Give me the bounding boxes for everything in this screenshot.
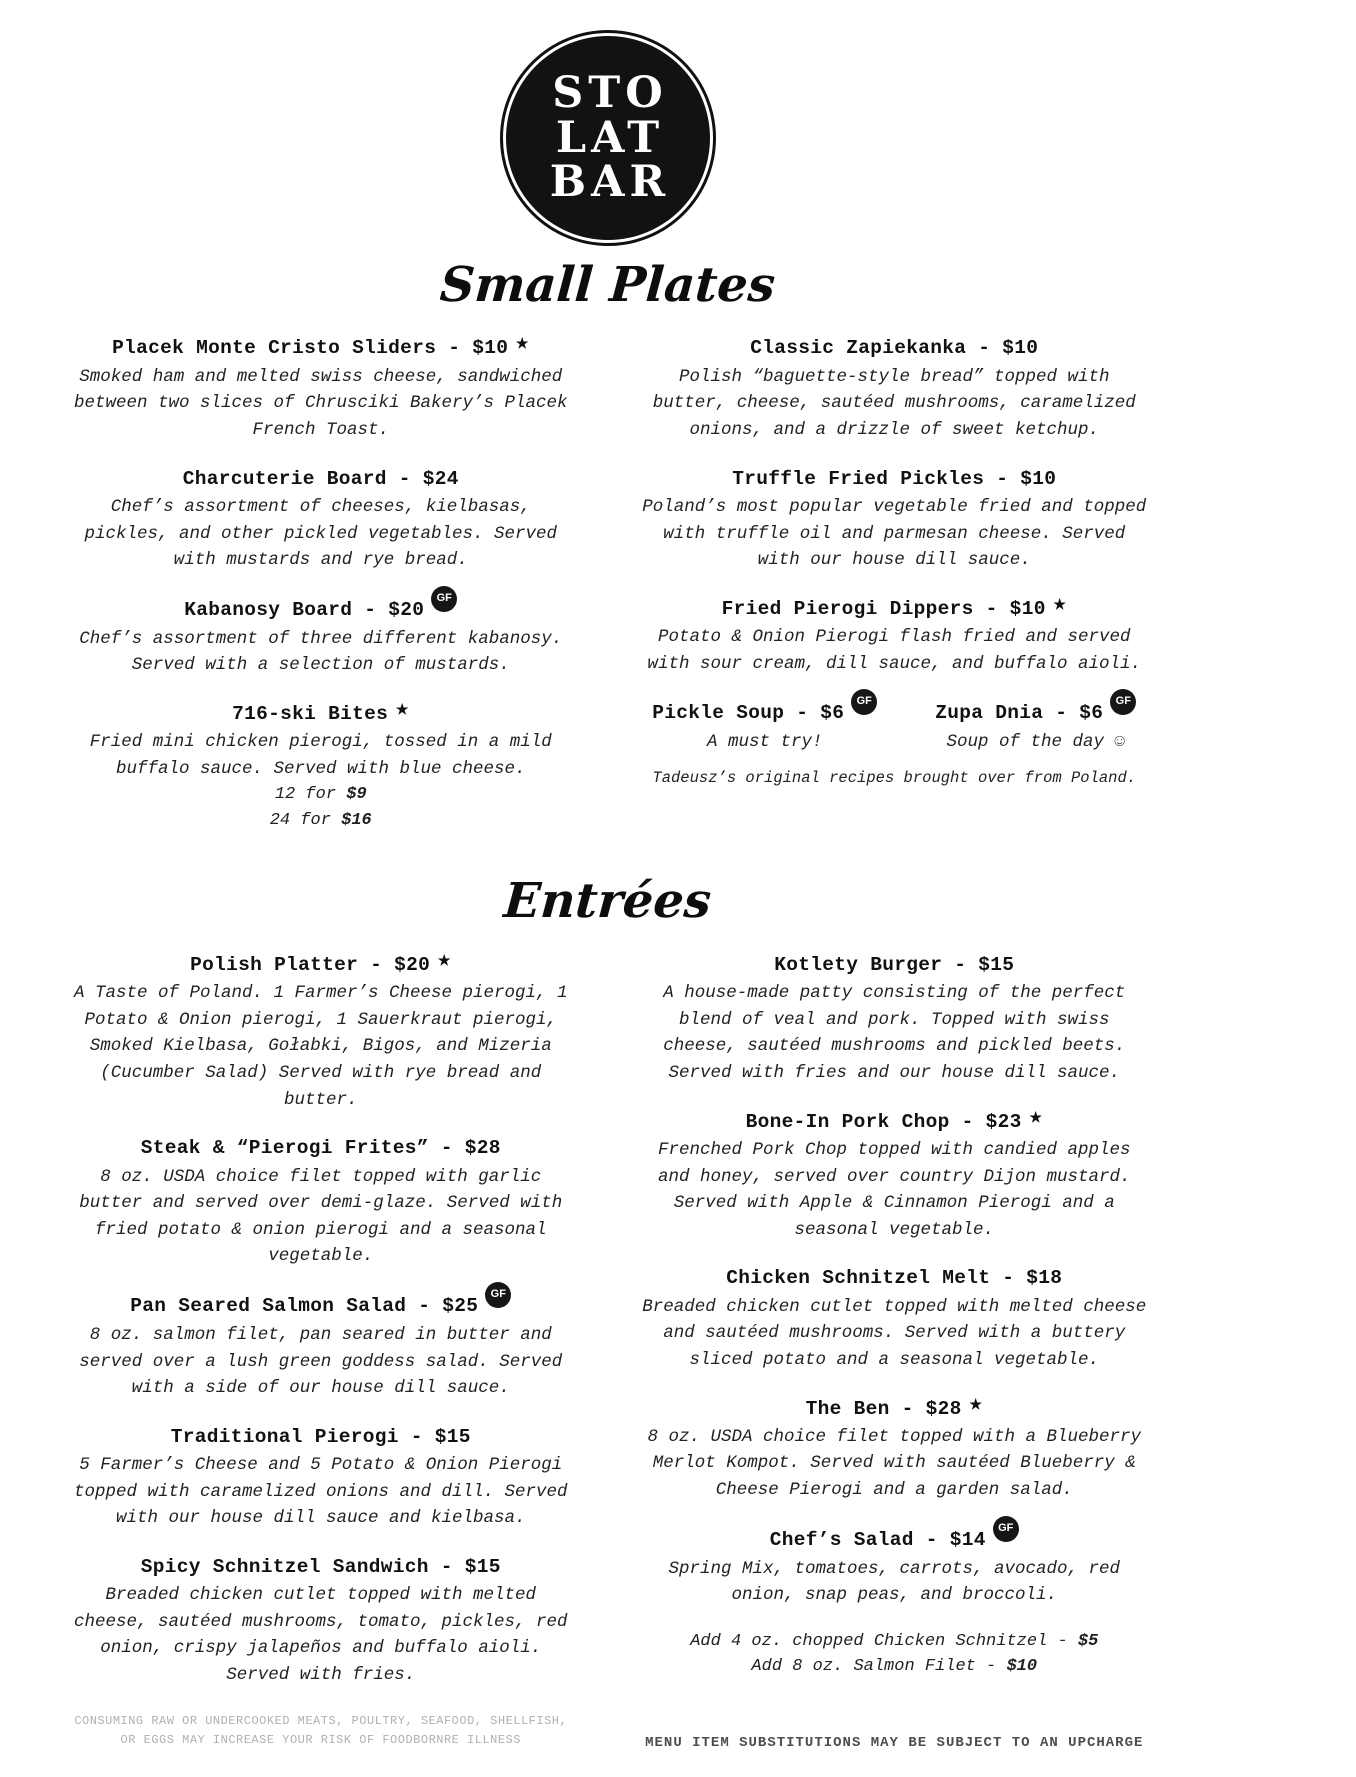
item-description: Poland’s most popular vegetable fried and topped with truffle oil and parmesan cheese. Served with our house dill sauce. — [642, 496, 1147, 571]
small-plates-left-column — [65, 330, 577, 856]
item-title: Kotlety Burger - $15 — [774, 953, 1015, 976]
menu-item — [65, 591, 577, 679]
section-small-plates — [65, 257, 1150, 856]
raw-food-disclaimer: CONSUMING RAW OR UNDERCOOKED MEATS, POULTRY, SEAFOOD, SHELLFISH, OR EGGS MAY INCREASE YOUR RISK OF FOODBORNRE ILLNESS — [74, 1713, 568, 1748]
item-description: 8 oz. USDA choice filet topped with garlic butter and served over demi-glaze. Served with fried potato & onion pierogi and a seasonal vegetable. — [79, 1166, 563, 1267]
item-description: Chef’s assortment of cheeses, kielbasas, pickles, and other pickled vegetables. Served with mustards and rye bread. — [84, 496, 558, 571]
item-name-line — [639, 953, 1151, 977]
extra-price: $5 — [1077, 1631, 1099, 1651]
item-name-line — [65, 1288, 577, 1319]
item-name-line — [639, 1103, 1151, 1134]
logo-wrap — [65, 30, 1150, 246]
gf-badge — [993, 1516, 1019, 1542]
item-title: Fried Pierogi Dippers - $10 — [721, 597, 1046, 620]
item-name-line — [65, 1136, 577, 1160]
item-name-line — [639, 1266, 1151, 1290]
item-description: Soup of the day ☺ — [946, 732, 1126, 753]
item-name-line — [65, 946, 577, 977]
menu-item — [65, 946, 577, 1113]
item-extras — [639, 1629, 1151, 1680]
item-name-line — [639, 336, 1151, 360]
small-plates-columns — [65, 330, 1150, 856]
logo-line: BAR — [549, 157, 671, 208]
item-description: 8 oz. USDA choice filet topped with a Blueberry Merlot Kompot. Served with sautéed Blueberry & Cheese Pierogi and a garden salad. — [647, 1426, 1142, 1501]
gf-badge-label: GF — [436, 591, 452, 604]
item-title: Bone-In Pork Chop - $23 — [745, 1110, 1022, 1133]
extra-text: Add 4 oz. chopped Chicken Schnitzel - — [690, 1631, 1078, 1651]
menu-item — [65, 1288, 577, 1402]
item-description: 5 Farmer’s Cheese and 5 Potato & Onion Pierogi topped with caramelized onions and dill. Served with our house dill sauce and kielbasa. — [73, 1455, 568, 1529]
gf-badge-label: GF — [490, 1288, 506, 1301]
item-description: Spring Mix, tomatoes, carrots, avocado, red onion, snap peas, and broccoli. — [668, 1558, 1121, 1606]
menu-item — [65, 330, 577, 443]
entrees-columns — [65, 946, 1150, 1712]
menu-item — [65, 467, 577, 574]
small-plates-right-column — [639, 336, 1151, 856]
item-extra — [65, 782, 577, 808]
item-name-line — [65, 330, 577, 360]
menu-item — [639, 1266, 1151, 1373]
item-title: Chef’s Salad - $14 — [769, 1528, 986, 1551]
item-title: The Ben - $28 — [805, 1397, 962, 1420]
gf-badge-label: GF — [1115, 695, 1131, 708]
menu-item — [65, 1136, 577, 1270]
item-description: Breaded chicken cutlet topped with melted cheese, sautéed mushrooms, tomato, pickles, red onion, crispy jalapeños and buffalo aioli. Served with fries. — [73, 1585, 568, 1686]
column-note: Tadeusz’s original recipes brought over from Poland. — [652, 768, 1137, 787]
item-extras — [65, 782, 577, 833]
item-name-line — [639, 467, 1151, 491]
menu-footer — [0, 1712, 1356, 1777]
item-extra — [639, 1654, 1151, 1680]
section-title-entrees: Entrées — [502, 873, 713, 930]
menu-item — [652, 695, 877, 756]
logo-line: LAT — [555, 112, 665, 163]
extra-text: Add 8 oz. Salmon Filet - — [751, 1657, 1007, 1677]
star-icon: ★ — [395, 695, 410, 722]
star-icon: ★ — [1052, 590, 1067, 617]
star-icon: ★ — [968, 1390, 983, 1417]
item-name-line — [65, 695, 577, 726]
item-title: Pickle Soup - $6 — [652, 702, 845, 725]
extra-price: $10 — [1006, 1657, 1038, 1677]
item-title: Kabanosy Board - $20 — [184, 598, 425, 621]
item-name-line — [65, 1555, 577, 1579]
extra-text: 12 for — [274, 785, 347, 805]
extra-price: $16 — [341, 810, 372, 830]
item-name-line — [65, 467, 577, 491]
menu-item — [65, 1555, 577, 1689]
item-title: Placek Monte Cristo Sliders - $10 — [112, 337, 509, 360]
entrees-left-column — [65, 946, 577, 1712]
menu-item — [639, 336, 1151, 443]
item-title: Steak & “Pierogi Frites” - $28 — [140, 1137, 501, 1160]
menu-item-pair — [639, 695, 1151, 789]
item-title: Polish Platter - $20 — [190, 953, 431, 976]
item-description: Chef’s assortment of three different kabanosy. Served with a selection of mustards. — [79, 628, 563, 676]
item-name-line — [65, 591, 577, 623]
star-icon: ★ — [1028, 1103, 1043, 1130]
menu-item — [65, 1425, 577, 1532]
menu-item — [639, 590, 1151, 678]
gf-badge — [485, 1282, 511, 1308]
menu-item — [65, 695, 577, 834]
menu-item — [639, 1521, 1151, 1680]
logo-disc — [506, 36, 710, 240]
item-description: Potato & Onion Pierogi flash fried and served with sour cream, dill sauce, and buffalo aioli. — [647, 627, 1142, 674]
pair-row — [639, 695, 1151, 756]
logo-line: STO — [552, 67, 668, 118]
menu-item — [639, 953, 1151, 1087]
gf-badge — [851, 689, 877, 715]
menu-item — [639, 467, 1151, 574]
item-name-line — [639, 1521, 1151, 1553]
gf-badge — [1110, 689, 1136, 715]
item-extra — [65, 808, 577, 834]
star-icon: ★ — [515, 330, 530, 357]
sto-lat-bar-logo — [500, 30, 716, 246]
item-title: 716-ski Bites — [232, 702, 389, 725]
entrees-right-column — [639, 953, 1151, 1712]
item-description: Breaded chicken cutlet topped with melted cheese and sautéed mushrooms. Served with a buttery sliced potato and a seasonal vegetable. — [642, 1296, 1147, 1370]
item-name-line — [639, 1390, 1151, 1421]
item-title: Traditional Pierogi - $15 — [170, 1425, 471, 1448]
extra-text: 24 for — [269, 810, 342, 830]
item-title: Classic Zapiekanka - $10 — [750, 337, 1039, 360]
item-title: Charcuterie Board - $24 — [182, 467, 459, 490]
menu-item — [639, 1103, 1151, 1244]
menu-item — [639, 1390, 1151, 1504]
item-extra — [639, 1629, 1151, 1655]
menu-item — [935, 695, 1136, 756]
item-description: 8 oz. salmon filet, pan seared in butter and served over a lush green goddess salad. Served with a side of our house dill sauce. — [79, 1324, 563, 1399]
item-description: A house-made patty consisting of the perfect blend of veal and pork. Topped with swiss cheese, sautéed mushrooms and pickled beets. Served with fries and our house dill sauce. — [663, 983, 1126, 1083]
item-title: Spicy Schnitzel Sandwich - $15 — [140, 1555, 501, 1578]
star-icon: ★ — [437, 946, 452, 973]
item-description: A must try! — [706, 732, 823, 753]
item-description: A Taste of Poland. 1 Farmer’s Cheese pierogi, 1 Potato & Onion pierogi, 1 Sauerkraut pierogi, Smoked Kielbasa, Gołabki, Bigos, and Mizeria (Cucumber Salad) Served with rye bread and butter. — [73, 983, 568, 1110]
item-name-line — [65, 1425, 577, 1449]
item-description: Fried mini chicken pierogi, tossed in a mild buffalo sauce. Served with blue cheese. — [89, 732, 552, 779]
item-name-line — [639, 590, 1151, 621]
item-name-line — [652, 695, 877, 726]
item-title: Pan Seared Salmon Salad - $25 — [130, 1295, 479, 1318]
item-description: Smoked ham and melted swiss cheese, sandwiched between two slices of Chrusciki Bakery’s Placek French Toast. — [73, 366, 568, 440]
item-title: Truffle Fried Pickles - $10 — [732, 467, 1057, 490]
item-name-line — [935, 695, 1136, 726]
gf-badge-label: GF — [856, 695, 872, 708]
gf-badge — [431, 586, 457, 612]
item-title: Chicken Schnitzel Melt - $18 — [726, 1267, 1063, 1290]
extra-price: $9 — [346, 785, 367, 805]
substitutions-notice: MENU ITEM SUBSTITUTIONS MAY BE SUBJECT TO AN UPCHARGE — [645, 1735, 1144, 1752]
item-title: Zupa Dnia - $6 — [935, 702, 1104, 725]
item-description: Frenched Pork Chop topped with candied apples and honey, served over country Dijon mustard. Served with Apple & Cinnamon Pierogi and a seasonal vegetable. — [657, 1139, 1131, 1240]
gf-badge-label: GF — [998, 1521, 1014, 1534]
section-title-small-plates: Small Plates — [438, 257, 777, 313]
item-description: Polish “baguette-style bread” topped with butter, cheese, sautéed mushrooms, caramelized onions, and a drizzle of sweet ketchup. — [652, 366, 1136, 440]
section-entrees — [65, 873, 1150, 1711]
